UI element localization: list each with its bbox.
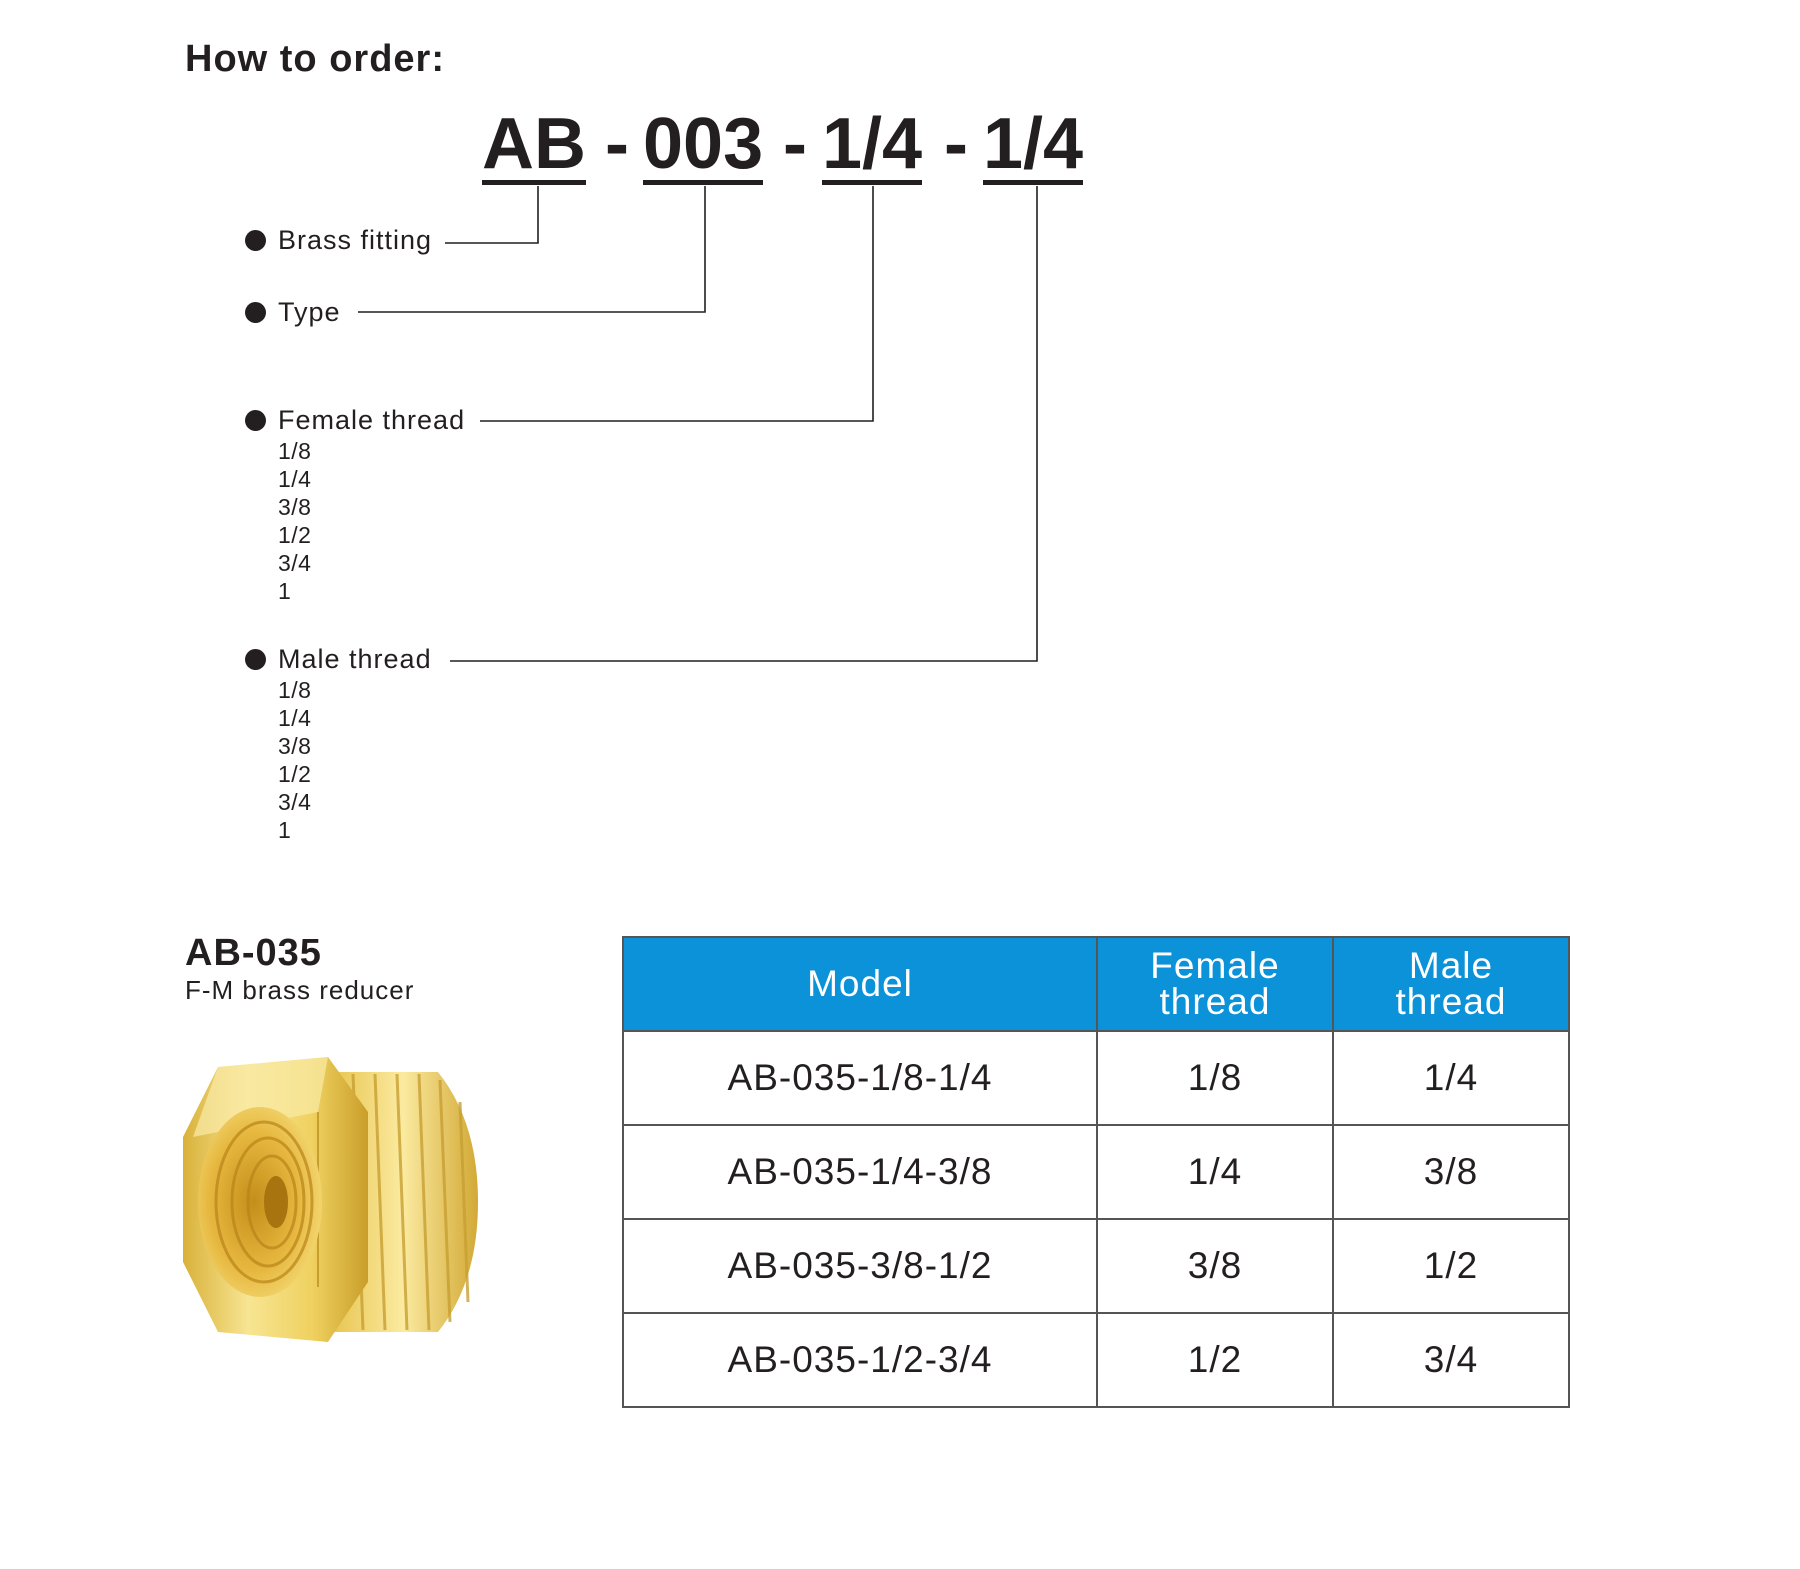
leader-brass-fitting [445,186,538,243]
code-male: 1/4 [983,104,1084,184]
cell-model: AB-035-3/8-1/2 [623,1219,1097,1313]
leader-female-thread [480,186,873,421]
bullet [245,410,266,431]
female-thread-label: Female thread [278,405,466,435]
option: 1/2 [278,761,312,787]
product-description: F-M brass reducer [185,975,415,1005]
cell-male: 3/4 [1333,1313,1569,1407]
cell-model: AB-035-1/4-3/8 [623,1125,1097,1219]
option: 1 [278,578,292,604]
header-line: Male [1408,945,1494,986]
option: 1 [278,817,292,843]
product-code: AB-035 [185,932,322,974]
option: 1/8 [278,677,312,703]
table-row [623,1219,1569,1313]
table-header-row [623,937,1569,1031]
option: 3/8 [278,494,312,520]
header-model: Model [623,937,1097,1031]
code-separator: - [783,104,807,184]
table-row [623,1125,1569,1219]
header-line: thread [1395,981,1507,1022]
cell-male: 1/4 [1333,1031,1569,1125]
code-series: AB [482,104,586,184]
cell-model: AB-035-1/8-1/4 [623,1031,1097,1125]
cell-male: 3/8 [1333,1125,1569,1219]
cell-female: 1/2 [1097,1313,1333,1407]
option: 3/4 [278,789,312,815]
option: 1/2 [278,522,312,548]
table-row [623,1313,1569,1407]
cell-female: 3/8 [1097,1219,1333,1313]
option: 1/8 [278,438,312,464]
brass-reducer-icon [178,1052,498,1352]
header-line: Female [1150,945,1280,986]
cell-female: 1/4 [1097,1125,1333,1219]
code-separator: - [944,104,968,184]
code-separator: - [605,104,629,184]
model-table [622,936,1570,1408]
leader-male-thread [450,186,1037,661]
code-type: 003 [643,104,764,184]
cell-model: AB-035-1/2-3/4 [623,1313,1097,1407]
header-male-thread [1333,937,1569,1031]
option: 1/4 [278,705,312,731]
male-thread-label: Male thread [278,644,432,674]
how-to-order-title: How to order: [185,38,445,80]
table-row [623,1031,1569,1125]
cell-female: 1/8 [1097,1031,1333,1125]
female-thread-options [278,437,311,605]
male-thread-options [278,676,311,844]
code-female: 1/4 [822,104,923,184]
cell-male: 1/2 [1333,1219,1569,1313]
option: 3/8 [278,733,312,759]
option: 1/4 [278,466,312,492]
header-female-thread [1097,937,1333,1031]
bullet [245,649,266,670]
header-line: thread [1159,981,1271,1022]
type-label: Type [278,297,341,327]
bullet [245,230,266,251]
option: 3/4 [278,550,312,576]
bullet [245,302,266,323]
brass-fitting-label: Brass fitting [278,225,433,255]
